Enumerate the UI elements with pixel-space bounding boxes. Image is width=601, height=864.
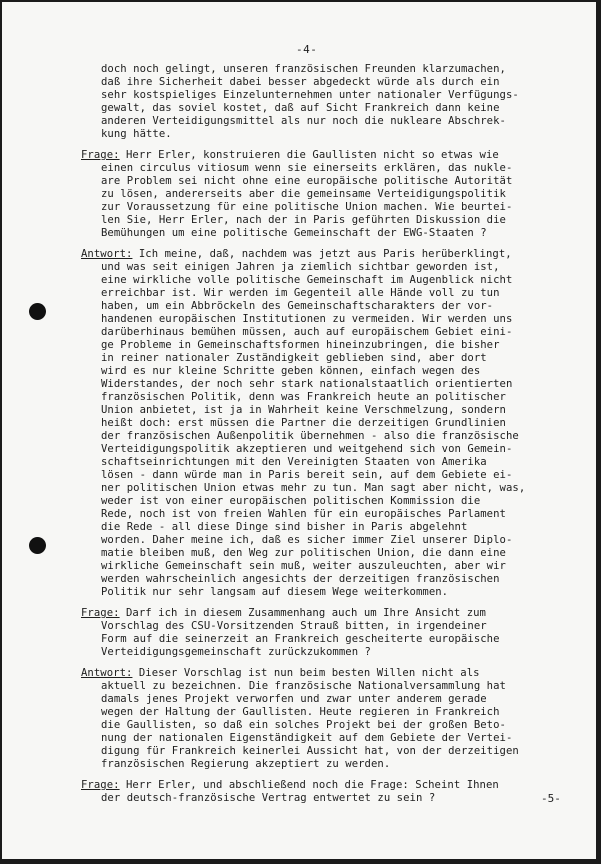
text-line: [101, 404, 506, 417]
text-line: [101, 469, 512, 482]
line-text: lösen - dann würde man in Paris bereit sein, auf dem Gebiete ei-: [101, 469, 513, 481]
text-line: [101, 365, 480, 378]
speaker-line: [81, 667, 480, 680]
speaker-line: [81, 248, 512, 261]
line-text: schaftseinrichtungen mit den Vereinigten Staaten von Amerika: [101, 456, 487, 468]
text-line: [101, 63, 506, 76]
line-text: Dieser Vorschlag ist nun beim besten Willen nicht als: [132, 667, 480, 679]
document-page: [2, 2, 596, 859]
text-line: [101, 430, 519, 443]
line-text: len Sie, Herr Erler, nach der in Paris geführten Diskussion die: [101, 214, 506, 226]
speaker-label: Antwort:: [81, 667, 133, 679]
line-text: nung der nationalen Eigenständigkeit auf dem Gebiete der Vertei-: [101, 732, 513, 744]
text-line: [101, 620, 487, 633]
line-text: are Problem sei nicht ohne eine europäische politische Autorität: [101, 175, 513, 187]
speaker-line: [81, 149, 499, 162]
line-text: daß ihre Sicherheit dabei besser abgedeckt würde als durch ein: [101, 76, 500, 88]
text-line: [101, 693, 487, 706]
text-line: [101, 719, 506, 732]
line-text: Politik nur sehr langsam auf diesem Wege weiterkommen.: [101, 586, 449, 598]
speaker-label: Antwort:: [81, 248, 133, 260]
line-text: französischen Regierung akzeptiert zu werden.: [101, 758, 391, 770]
line-text: ner politischen Union etwas mehr zu tun. Man sagt aber nicht, was,: [101, 482, 526, 494]
text-line: [101, 175, 512, 188]
line-text: eine wirkliche volle politische Gemeinschaft im Augenblick nicht: [101, 274, 513, 286]
text-line: [101, 560, 506, 573]
text-line: [101, 188, 506, 201]
line-text: worden. Daher meine ich, daß es sicher immer Ziel unserer Diplo-: [101, 534, 513, 546]
line-text: sehr kostspieliges Einzelunternehmen unter nationaler Verfügungs-: [101, 89, 519, 101]
text-line: [101, 162, 512, 175]
text-line: [101, 201, 512, 214]
text-line: [101, 792, 435, 805]
text-line: [101, 214, 506, 227]
text-line: [101, 443, 512, 456]
text-line: [101, 287, 500, 300]
text-line: [101, 495, 480, 508]
text-line: [101, 339, 500, 352]
speaker-label: Frage:: [81, 779, 120, 791]
text-line: [101, 633, 500, 646]
line-text: Darf ich in diesem Zusammenhang auch um Ihre Ansicht zum: [119, 607, 486, 619]
line-text: darüberhinaus bemühen müssen, auch auf europäischem Gebiet eini-: [101, 326, 513, 338]
text-line: [101, 646, 371, 659]
line-text: werden wahrscheinlich angesichts der derzeitigen französischen: [101, 573, 500, 585]
text-line: [101, 417, 506, 430]
line-text: digung für Frankreich keinerlei Aussicht hat, von der derzeitigen: [101, 745, 519, 757]
line-text: die Rede - all diese Dinge sind bisher in Paris abgelehnt: [101, 521, 468, 533]
text-line: [101, 300, 493, 313]
text-line: [101, 534, 512, 547]
text-line: [101, 227, 487, 240]
line-text: wegen der Haltung der Gaullisten. Heute regieren in Frankreich: [101, 706, 500, 718]
text-line: [101, 261, 500, 274]
speaker-label: Frage:: [81, 607, 120, 619]
line-text: wird es nur kleine Schritte geben können, einfach wegen des: [101, 365, 481, 377]
line-text: Rede, noch ist von freien Wahlen für ein europäisches Parlament: [101, 508, 506, 520]
line-text: ge Probleme in Gemeinschaftsformen hineinzubringen, die bisher: [101, 339, 500, 351]
text-line: [101, 508, 506, 521]
line-text: anderen Verteidigungsmittel als nur noch die nukleare Abschrek-: [101, 115, 506, 127]
line-text: gewalt, das soviel kostet, daß auf Sicht Frankreich dann keine: [101, 102, 500, 114]
line-text: die Gaullisten, so daß ein solches Projekt bei der großen Beto-: [101, 719, 506, 731]
text-line: [101, 313, 512, 326]
line-text: und was seit einigen Jahren ja ziemlich sichtbar geworden ist,: [101, 261, 500, 273]
text-line: [101, 547, 506, 560]
line-text: damals jenes Projekt verworfen und zwar unter anderem gerade: [101, 693, 487, 705]
line-text: Vorschlag des CSU-Vorsitzenden Strauß bitten, in irgendeiner: [101, 620, 487, 632]
text-line: [101, 521, 467, 534]
line-text: einen circulus vitiosum wenn sie einerseits erklären, das nukle-: [101, 162, 513, 174]
speaker-line: [81, 779, 499, 792]
line-text: zu lösen, andererseits aber die gemeinsame Verteidigungspolitik: [101, 188, 506, 200]
line-text: heißt doch: erst müssen die Partner die derzeitigen Grundlinien: [101, 417, 506, 429]
line-text: handenen europäischen Institutionen zu vermeiden. Wir werden uns: [101, 313, 513, 325]
text-line: [101, 573, 500, 586]
text-line: [101, 326, 512, 339]
text-line: [101, 115, 506, 128]
text-line: [101, 732, 512, 745]
line-text: aktuell zu bezeichnen. Die französische Nationalversammlung hat: [101, 680, 506, 692]
line-text: Verteidigungspolitik akzeptieren und weitgehend sich von Gemein-: [101, 443, 513, 455]
line-text: Verteidigungsgemeinschaft zurückzukommen ?: [101, 646, 371, 658]
line-text: Herr Erler, konstruieren die Gaullisten nicht so etwas wie: [119, 149, 499, 161]
line-text: Form auf die seinerzeit an Frankreich gescheiterte europäische: [101, 633, 500, 645]
text-line: [101, 352, 487, 365]
text-line: [101, 456, 487, 469]
speaker-line: [81, 607, 486, 620]
line-text: doch noch gelingt, unseren französischen Freunden klarzumachen,: [101, 63, 506, 75]
text-line: [101, 706, 500, 719]
line-text: Herr Erler, und abschließend noch die Frage: Scheint Ihnen: [119, 779, 499, 791]
line-text: weder ist von einer europäischen politischen Kommission die: [101, 495, 481, 507]
line-text: der deutsch-französische Vertrag entwertet zu sein ?: [101, 792, 436, 804]
line-text: wirkliche Gemeinschaft sein muß, weiter auszuleuchten, aber wir: [101, 560, 506, 572]
line-text: der französischen Außenpolitik übernehmen - also die französische: [101, 430, 519, 442]
text-line: [101, 76, 500, 89]
punch-hole-lower: [29, 537, 46, 554]
line-text: in reiner nationaler Zuständigkeit geblieben sind, aber dort: [101, 352, 487, 364]
text-line: [101, 102, 500, 115]
line-text: französischen Politik, denn was Frankreich heute an politischer: [101, 391, 506, 403]
line-text: erreichbar ist. Wir werden im Gegenteil alle Hände voll zu tun: [101, 287, 500, 299]
text-line: [101, 89, 519, 102]
speaker-label: Frage:: [81, 149, 120, 161]
text-line: [101, 586, 448, 599]
line-text: Union anbietet, ist ja in Wahrheit keine Verschmelzung, sondern: [101, 404, 506, 416]
line-text: haben, um ein Abbröckeln des Gemeinschaftscharakters der vor-: [101, 300, 494, 312]
page-number: -4-: [296, 43, 318, 56]
text-line: [101, 745, 519, 758]
text-line: [101, 680, 506, 693]
line-text: Widerstandes, der noch sehr stark nationalstaatlich orientierten: [101, 378, 513, 390]
punch-hole-upper: [29, 303, 46, 320]
line-text: Ich meine, daß, nachdem was jetzt aus Paris herüberklingt,: [132, 248, 512, 260]
next-page-marker: -5-: [541, 792, 561, 805]
text-line: [101, 391, 506, 404]
line-text: Bemühungen um eine politische Gemeinschaft der EWG-Staaten ?: [101, 227, 487, 239]
line-text: matie bleiben muß, den Weg zur politischen Union, die dann eine: [101, 547, 506, 559]
text-line: [101, 274, 512, 287]
text-line: [101, 482, 525, 495]
text-line: [101, 378, 512, 391]
text-line: [101, 758, 390, 771]
text-line: [101, 128, 172, 141]
line-text: kung hätte.: [101, 128, 172, 140]
line-text: zur Voraussetzung für eine politische Union machen. Wie beurtei-: [101, 201, 513, 213]
